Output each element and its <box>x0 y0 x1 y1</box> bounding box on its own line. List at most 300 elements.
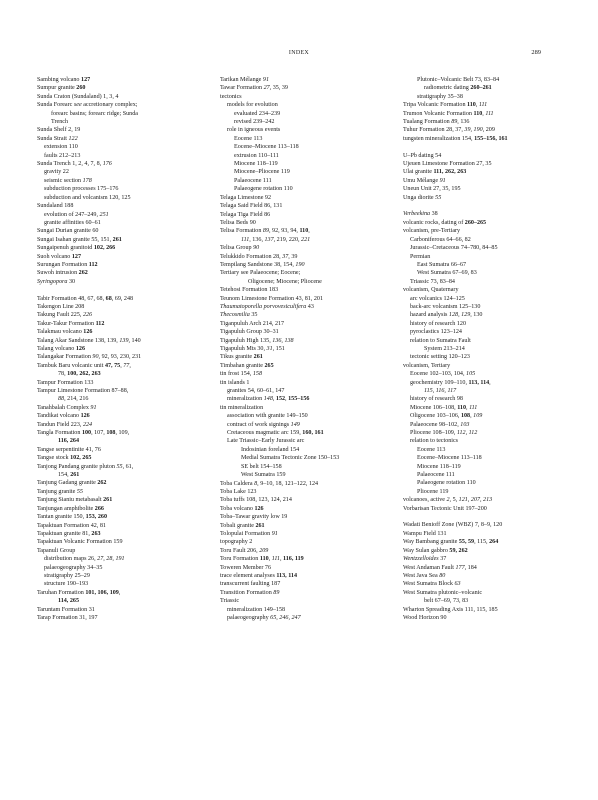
index-entry <box>37 555 207 563</box>
entry-text: Tiganpuluh Arch 214, 217 <box>220 320 285 327</box>
entry-text: 110 <box>299 228 309 235</box>
entry-text: 136, 138 <box>272 337 294 344</box>
entry-text: 111 <box>271 556 280 563</box>
running-header <box>0 48 598 58</box>
entry-text: history of research 120 <box>410 320 467 327</box>
index-entry <box>403 93 573 101</box>
entry-text: topography 2 <box>220 539 253 546</box>
entry-text: 89 <box>273 589 280 596</box>
entry-text: 261 <box>253 354 263 361</box>
entry-text: Syringopora <box>37 278 68 285</box>
entry-text: Miocene 106–108, <box>410 404 458 411</box>
entry-text: 88 <box>58 396 65 403</box>
entry-text: 127 <box>71 253 82 260</box>
entry-text: Talakmau volcano <box>37 329 84 336</box>
entry-text: Tikus granite <box>220 354 254 361</box>
index-entry <box>37 194 207 202</box>
entry-text: 126 <box>80 413 90 420</box>
entry-text: Indosinian foreland 154 <box>241 446 300 453</box>
entry-text: 260–261 <box>470 85 492 92</box>
entry-text: 55 <box>76 488 83 495</box>
index-entry <box>403 412 573 420</box>
index-entry <box>220 337 390 345</box>
index-entry <box>403 564 573 572</box>
index-entry <box>220 505 390 513</box>
entry-text: 90 <box>253 245 260 252</box>
entry-text: Wharton Spreading Axis 111, 115, 185 <box>403 606 498 613</box>
entry-text: Triassic 73, 83–84 <box>410 278 455 285</box>
index-entry <box>37 202 207 210</box>
entry-text: 8 <box>254 480 258 487</box>
entry-text: 89 <box>262 228 269 235</box>
entry-text: Tarikan Mélange <box>220 77 263 83</box>
index-entry <box>220 580 390 588</box>
index-entry <box>37 345 207 353</box>
index-entry <box>403 479 573 487</box>
entry-text: 160, 161 <box>302 430 324 437</box>
entry-text: transcurrent faulting 187 <box>220 581 281 588</box>
entry-text: 139 <box>119 337 129 344</box>
index-entry <box>220 412 390 420</box>
entry-text: 111 <box>485 110 494 117</box>
entry-text: Permian <box>410 253 431 260</box>
entry-text: , 107, <box>91 430 107 437</box>
index-entry <box>403 379 573 387</box>
index-entry <box>37 261 207 269</box>
entry-text: 122 <box>68 135 78 142</box>
index-entry <box>220 614 390 622</box>
entry-text: tectonic setting 120–123 <box>410 354 470 361</box>
letter-group-gap <box>403 202 573 210</box>
entry-text: , 61, <box>122 463 134 470</box>
entry-text: 116, 264 <box>58 438 79 445</box>
entry-text: Tangse serpentinite 41, 76 <box>37 446 101 453</box>
entry-text: Transition Formation <box>220 589 274 596</box>
entry-text: Tampur Limestone Formation 87–88, <box>37 388 129 395</box>
entry-text: Late Triassic–Early Jurassic arc <box>227 438 305 445</box>
entry-text: Tapaktuan Formation 42, 81 <box>37 522 106 529</box>
entry-text: Miocene 118–119 <box>234 161 278 168</box>
entry-text: 55 <box>435 194 442 201</box>
entry-text: Pliocene 108–109, <box>410 430 457 437</box>
entry-text: 110 <box>259 556 269 563</box>
entry-text: accretionary complex; <box>81 102 138 109</box>
entry-text: 27 <box>263 85 270 92</box>
entry-text: 152 <box>275 396 286 403</box>
entry-text: 261 <box>255 522 265 529</box>
entry-text: West Java Sea <box>403 572 440 579</box>
entry-text: , <box>279 556 284 563</box>
entry-text: Ujeuen Limestone Formation 27, 35 <box>403 161 492 168</box>
entry-text: Trumon Volcanic Formation <box>403 110 474 117</box>
entry-text: 113, 114 <box>276 572 297 579</box>
entry-text: Uneun Unit 27, 35, 195 <box>403 186 461 193</box>
entry-text: 126 <box>75 345 85 352</box>
entry-text: Toba tuffs 108, 123, 124, 214 <box>220 497 292 504</box>
entry-text: Tanjung granite <box>37 488 77 495</box>
index-entry <box>220 126 390 134</box>
index-entry <box>403 269 573 277</box>
entry-text: , <box>129 362 131 369</box>
entry-text: Tanahbalah Complex <box>37 404 91 411</box>
index-entry <box>37 93 207 101</box>
entry-text: Tuhur Formation 28, 37, <box>403 127 465 134</box>
entry-text: 127 <box>81 77 91 83</box>
entry-text: belt 67–69, 73, 83 <box>424 598 469 605</box>
entry-text: 68 <box>105 295 112 302</box>
index-entry <box>403 337 573 345</box>
index-entry <box>220 530 390 538</box>
index-entry <box>220 211 390 219</box>
entry-text: association with granite 149–150 <box>227 413 308 420</box>
index-entry <box>403 463 573 471</box>
entry-text: 91 <box>262 77 269 83</box>
index-entry <box>37 505 207 513</box>
entry-text: Way Bambang granite <box>403 539 459 546</box>
entry-text: West Sumatra Block <box>403 581 455 588</box>
entry-text: volcanism, Quaternary <box>403 287 459 294</box>
entry-text: , <box>466 404 470 411</box>
index-entry <box>37 126 207 134</box>
entry-text: 126 <box>83 329 93 336</box>
index-entry <box>403 362 573 370</box>
entry-text: 155–156 <box>288 396 310 403</box>
entry-text: stratigraphy 25–29 <box>44 572 90 579</box>
entry-text: Tanjung Gadang granite <box>37 480 98 487</box>
entry-text: Trench <box>51 119 69 126</box>
entry-text: Tawar Formation <box>220 85 264 92</box>
entry-text: , <box>470 413 474 420</box>
index-entry <box>37 110 207 118</box>
index-entry <box>220 597 390 605</box>
entry-text: revised 239–242 <box>234 119 275 126</box>
index-entry <box>220 362 390 370</box>
entry-text: Tanjong Pandang granite pluton <box>37 463 117 470</box>
entry-text: 31 <box>266 346 273 352</box>
entry-text: Talang Akar Sandstone 138, 139, <box>37 337 120 344</box>
entry-text: Toba Lake 123 <box>220 488 257 495</box>
entry-text: System 213–214 <box>424 345 465 352</box>
index-entry <box>220 101 390 109</box>
entry-text: Toweren Member 76 <box>220 564 272 571</box>
entry-text: Miocene–Pliocene 119 <box>234 169 290 176</box>
index-entry <box>403 370 573 378</box>
entry-text: Unga diorite <box>403 194 436 201</box>
entry-text: , 136, <box>249 236 265 243</box>
entry-text: Tualang Formation <box>403 119 452 126</box>
index-entry <box>37 463 207 471</box>
entry-text: Toru Formation <box>220 556 260 563</box>
entry-text: mineralization <box>227 396 264 403</box>
entry-text: stratigraphy 35–38 <box>417 93 463 100</box>
entry-text: 108 <box>106 430 116 437</box>
entry-text: , 219, 220, <box>273 236 302 243</box>
entry-text: Oligocene 103–106, <box>410 413 461 420</box>
index-entry <box>403 454 573 462</box>
index-entry <box>37 530 207 538</box>
index-entry <box>220 143 390 151</box>
entry-text: West Sumatra 67–69, 83 <box>417 270 477 277</box>
index-entry <box>403 194 573 202</box>
index-entry <box>37 168 207 176</box>
entry-text: , <box>489 379 491 386</box>
index-entry <box>220 387 390 395</box>
index-entry <box>37 379 207 387</box>
index-entry <box>403 471 573 479</box>
entry-text: 100, 262, 263 <box>67 371 101 378</box>
entry-text: Tandikat volcano <box>37 413 81 420</box>
entry-text: tin frost 154, <box>220 371 253 378</box>
index-entry <box>37 446 207 454</box>
index-entry <box>37 84 207 92</box>
entry-text: 251 <box>99 211 109 218</box>
entry-text: Thaumatoporella porvovesiculifera <box>220 303 307 310</box>
entry-text: hazard analysis <box>410 312 449 319</box>
index-entry <box>403 538 573 546</box>
entry-text: faults 212–213 <box>44 152 81 159</box>
entry-text: Taruhan Formation <box>37 589 86 596</box>
entry-text: , 35, 39 <box>269 85 288 92</box>
index-entry <box>403 614 573 622</box>
entry-text: 190 <box>295 261 305 268</box>
index-entry <box>37 295 207 303</box>
entry-text: contract of work signings <box>227 421 291 428</box>
entry-text: 221 <box>301 236 311 243</box>
entry-text: 112 <box>95 320 105 327</box>
entry-text: , 9–10, 18, 121–122, 124 <box>257 480 319 487</box>
index-entry <box>403 278 573 286</box>
entry-text: 158 <box>252 371 262 378</box>
index-entry <box>403 580 573 588</box>
entry-text: Verbeekina <box>403 211 431 218</box>
index-entry <box>403 177 573 185</box>
entry-text: Suwoh intrusion <box>37 270 79 277</box>
entry-text: Tanjung Sianiu metabasalt <box>37 497 104 504</box>
entry-text: 89 <box>451 119 458 126</box>
entry-text: 112, 112 <box>456 430 478 437</box>
entry-text: seismic section <box>44 177 83 184</box>
index-entry <box>37 488 207 496</box>
index-entry <box>403 168 573 176</box>
letter-group-gap <box>37 286 207 294</box>
running-title: INDEX <box>288 50 310 56</box>
index-entry <box>220 471 390 479</box>
entry-text: 30 <box>67 278 76 285</box>
entry-text: 137 <box>264 236 274 243</box>
entry-text: extension 110 <box>44 144 78 151</box>
entry-text: 37 <box>282 253 289 260</box>
index-entry <box>220 370 390 378</box>
index-entry <box>403 126 573 134</box>
entry-text: volcanic rocks, dating of <box>403 219 465 226</box>
entry-text: 100 <box>81 430 92 437</box>
entry-text: Sungai Isahan granite 55, 151, <box>37 236 113 243</box>
index-entry <box>403 387 573 395</box>
entry-text: trace element analyses <box>220 572 277 579</box>
entry-text: Eocene 113 <box>417 446 446 453</box>
index-entry <box>403 227 573 235</box>
entry-text: Tambuk Baru volcanic unit <box>37 362 105 369</box>
index-entry <box>403 530 573 538</box>
entry-text: , 92, 93, 230, 231 <box>98 354 142 361</box>
index-entry <box>220 244 390 252</box>
entry-text: Telisa Group <box>220 245 254 252</box>
index-entry <box>220 555 390 563</box>
index-entry <box>220 437 390 445</box>
entry-text: Palaeogene rotation 110 <box>417 480 476 487</box>
index-entry <box>403 547 573 555</box>
entry-text: 35 <box>249 312 258 319</box>
index-entry <box>403 210 573 218</box>
entry-text: 112 <box>88 261 98 268</box>
index-column-1 <box>37 76 207 622</box>
entry-text: 110 <box>457 404 467 411</box>
entry-text: 37 <box>438 556 447 563</box>
entry-text: Tetehosi Formation 183 <box>220 287 279 294</box>
entry-text: Tangla Formation <box>37 430 82 437</box>
entry-text: 103 <box>460 421 470 428</box>
index-entry <box>220 488 390 496</box>
entry-text: Tangse stock <box>37 455 71 462</box>
index-entry <box>37 362 207 370</box>
entry-text: 63 <box>454 581 461 588</box>
entry-text: Tampur Formation 133 <box>37 379 94 386</box>
entry-text: Telukkido Formation 28, <box>220 253 283 260</box>
index-entry <box>37 311 207 319</box>
entry-text: , 5, <box>449 497 459 504</box>
index-entry <box>403 328 573 336</box>
index-entry <box>403 118 573 126</box>
entry-text: 110 <box>467 102 476 109</box>
entry-text: 91 <box>271 530 278 537</box>
entry-text: Ulai granite <box>403 169 434 176</box>
index-entry <box>37 471 207 479</box>
entry-text: 261 <box>70 472 80 479</box>
index-entry <box>220 278 390 286</box>
entry-text: , <box>272 396 276 403</box>
index-entry <box>37 387 207 395</box>
index-entry <box>220 480 390 488</box>
entry-text: Tobali granite <box>220 522 256 529</box>
entry-text: 43 <box>306 303 314 310</box>
entry-text: 91 <box>439 177 446 184</box>
index-entry <box>37 421 207 429</box>
entry-text: , 92, 93, 94, <box>269 228 300 235</box>
entry-text: 102, 265 <box>70 455 92 462</box>
index-entry <box>403 76 573 84</box>
index-entry <box>220 564 390 572</box>
entry-text: 59, 262 <box>449 547 468 554</box>
index-entry <box>220 538 390 546</box>
index-entry <box>220 152 390 160</box>
entry-text: , 115, <box>474 539 490 546</box>
index-entry <box>37 370 207 378</box>
entry-text: Sundaland 188 <box>37 203 74 210</box>
index-entry <box>37 253 207 261</box>
entry-text: Telisa Beds 90 <box>220 219 256 226</box>
entry-text: Teunom Limestone Formation 43, 81, 201 <box>220 295 323 302</box>
index-entry <box>220 446 390 454</box>
index-entry <box>220 286 390 294</box>
index-entry <box>403 160 573 168</box>
index-entry <box>37 454 207 462</box>
entry-text: , 140 <box>128 337 141 344</box>
entry-text: Sunda Shelf 2, 19 <box>37 127 81 134</box>
entry-text: Palaeogene rotation 110 <box>234 186 293 193</box>
entry-text: Way Sulan gabbro <box>403 547 450 554</box>
entry-text: Sumpur granite <box>37 85 77 92</box>
letter-group-gap <box>403 513 573 521</box>
index-entry <box>403 345 573 353</box>
entry-text: mineralization 149–158 <box>227 606 286 613</box>
entry-text: 80 <box>439 572 446 579</box>
entry-text: Talangakar Formation <box>37 354 93 361</box>
index-entry <box>37 135 207 143</box>
index-entry <box>37 404 207 412</box>
entry-text: , <box>308 228 310 235</box>
index-entry <box>220 168 390 176</box>
entry-text: 128, 129 <box>448 312 471 319</box>
entry-text: palaeogeography 34–35 <box>44 564 103 571</box>
index-entry <box>37 219 207 227</box>
index-entry <box>37 328 207 336</box>
entry-text: gravity 22 <box>44 169 69 176</box>
index-entry <box>37 118 207 126</box>
index-entry <box>403 253 573 261</box>
index-entry <box>403 437 573 445</box>
entry-text: structure 190–193 <box>44 581 89 588</box>
index-entry <box>403 219 573 227</box>
index-entry <box>37 412 207 420</box>
index-entry <box>37 353 207 361</box>
entry-text: , <box>120 362 124 369</box>
entry-text: Takur-Takur Formation <box>37 320 96 327</box>
entry-text: 178 <box>82 177 92 184</box>
entry-text: Miocene 118–119 <box>417 463 461 470</box>
index-entry <box>220 177 390 185</box>
entry-text: 260 <box>76 85 86 92</box>
index-entry <box>220 219 390 227</box>
entry-text: role in igneous events <box>227 127 281 134</box>
index-entry <box>220 320 390 328</box>
entry-text: 224 <box>82 421 93 428</box>
entry-text: 55, 59 <box>458 539 475 546</box>
entry-text: 78, <box>58 371 68 378</box>
entry-text: back-arc volcanism 125–130 <box>410 303 481 310</box>
entry-text: , 130 <box>470 312 483 319</box>
entry-text: relation to tectonics <box>410 438 459 445</box>
entry-text: Vorbarisan Tectonic Unit 197–200 <box>403 505 487 512</box>
entry-text: 111 <box>469 404 478 411</box>
index-entry <box>403 311 573 319</box>
entry-text: arc volcanics 124–125 <box>410 295 465 302</box>
index-entry <box>220 589 390 597</box>
entry-text: Toru Fault 206, <box>220 547 260 554</box>
entry-text: 90 <box>92 354 99 361</box>
entry-text: Tandun Field 223, <box>37 421 83 428</box>
index-entry <box>37 479 207 487</box>
entry-text: 153, 260 <box>85 514 107 521</box>
index-entry <box>37 227 207 235</box>
index-entry <box>220 76 390 84</box>
entry-text: volcanism, pre-Tertiary <box>403 228 461 235</box>
entry-text: , 184 <box>464 564 477 571</box>
entry-text: 2 <box>446 497 450 504</box>
entry-text: Tanjungan amphibolite <box>37 505 95 512</box>
entry-text: , 136 <box>457 119 470 126</box>
entry-text: , 39 <box>288 253 298 260</box>
index-entry <box>37 76 207 84</box>
